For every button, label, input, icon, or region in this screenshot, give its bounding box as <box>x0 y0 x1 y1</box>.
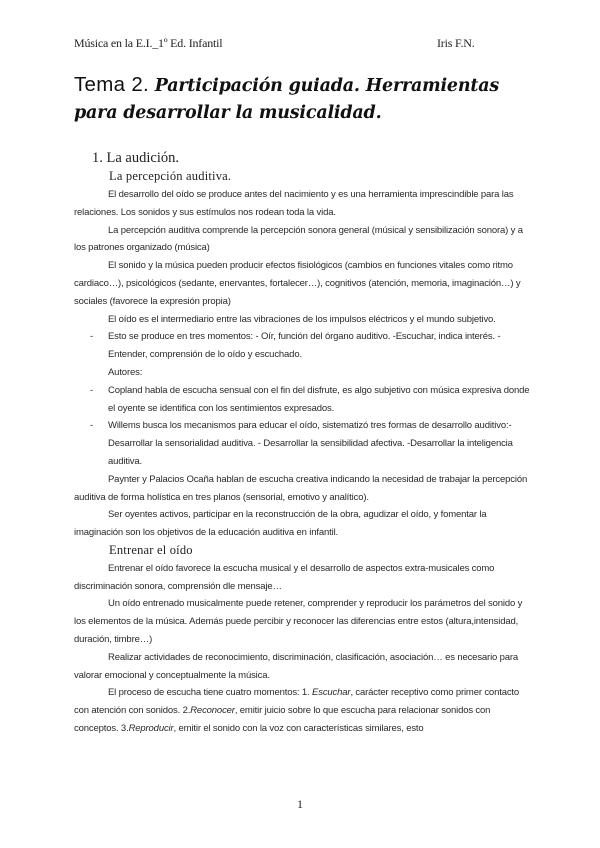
paragraph: Realizar actividades de reconocimiento, discriminación, clasificación, asociación… es necesario para valorar emocional y conceptualmente la música. <box>74 651 519 681</box>
list-item-text: Copland habla de escucha sensual con el fin del disfrute, es algo subjetivo con música expresiva donde el oyente se identifica con los sentimientos expresados. <box>108 384 530 414</box>
paragraph: Entrenar el oído favorece la escucha musical y el desarrollo de aspectos extra-musicales como discriminación sonora, comprensión dle mensaje… <box>74 562 495 592</box>
text-run: , carácter receptivo como primer contacto con atención con sonidos. 2. <box>74 687 520 717</box>
list-item <box>74 328 530 364</box>
subheading-entrenar: Entrenar el oído <box>109 542 193 557</box>
paragraph: El oído es el intermediario entre las vibraciones de los impulsos eléctricos y el mundo subjetivo. <box>108 313 496 325</box>
text-run-italic: Reproducir <box>128 722 174 734</box>
paragraph: Ser oyentes activos, participar en la reconstrucción de la obra, agudizar el oído, y fomentar la imaginación son los objetivos de la educación auditiva en infantil. <box>74 509 487 539</box>
header-right: Iris F.N. <box>437 36 475 50</box>
page-number: 1 <box>297 797 303 811</box>
page-title <box>74 72 534 126</box>
paragraph: El sonido y la música pueden producir efectos fisiológicos (cambios en funciones vitales como ritmo cardiaco…), psicológicos (sedante, enervantes, fortalecer…), cognitivos (atención, memoria, imaginación…) y sociales (favorece la expresión propia) <box>74 260 521 307</box>
list-item-text: Willems busca los mecanismos para educar el oído, sistematizó tres formas de desarrollo auditivo:-Desarrollar la sensorialidad auditiva. - Desarrollar la sensibilidad afectiva. -Desarrollar la inteligencia auditiva. <box>108 420 513 467</box>
paragraph: El desarrollo del oído se produce antes del nacimiento y es una herramienta imprescindible para las relaciones. Los sonidos y sus estímulos nos rodean toda la vida. <box>74 189 514 218</box>
bullet-dash: - <box>90 384 94 396</box>
paragraph: La percepción auditiva comprende la percepción sonora general (músical y sensibilización sonora) y a los patrones organizado (música) <box>74 224 523 254</box>
paragraph: Paynter y Palacios Ocaña hablan de escucha creativa indicando la necesidad de trabajar la percepción auditiva de forma holística en tres planos (sensorial, emotivo y analítico). <box>74 473 528 503</box>
title-rest: Participación guiada. Herramientas para desarrollar la musicalidad. <box>74 76 500 123</box>
list-item <box>74 417 530 470</box>
title-lead: Tema 2. <box>74 73 150 96</box>
text-run: , emitir juicio sobre lo que escucha para relacionar sonidos con conceptos. 3. <box>74 705 491 734</box>
text-run: El proceso de escucha tiene cuatro momentos: 1. <box>108 687 313 699</box>
text-run: , emitir el sonido con la voz con características similares, esto <box>173 722 424 734</box>
authors-label: Autores: <box>108 366 143 378</box>
bullet-dash: - <box>90 331 94 343</box>
text-run-italic: Reconocer <box>190 705 235 717</box>
bullet-dash: - <box>90 420 94 432</box>
list-item <box>74 382 530 418</box>
text-run-italic: Escuchar <box>312 687 351 699</box>
subheading-percepcion: La percepción auditiva. <box>109 169 232 183</box>
header-left: Música en la E.I._1º Ed. Infantil <box>74 36 223 50</box>
paragraph: Un oído entrenado musicalmente puede retener, comprender y reproducir los parámetros del sonido y los elementos de la música. Además puede percibir y reconocer las diferencias entre estos (altura,intensidad, duración, timbre…) <box>74 598 523 645</box>
paragraph <box>74 684 530 737</box>
body-text <box>74 186 530 738</box>
section-heading: 1. La audición. <box>92 150 179 166</box>
list-item-text: Esto se produce en tres momentos: - Oír, función del órgano auditivo. -Escuchar, indica interés. -Entender, comprensión de lo oído y escuchado. <box>108 331 501 361</box>
